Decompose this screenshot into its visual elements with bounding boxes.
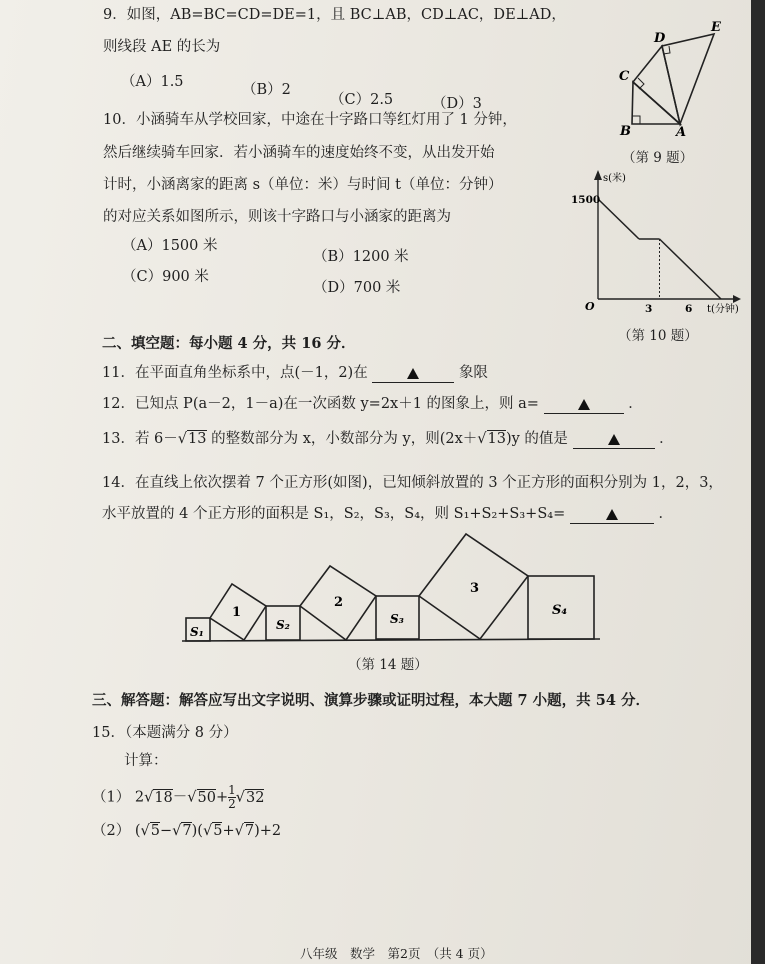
q11-text: 11．在平面直角坐标系中，点(－1，2)在 — [102, 365, 368, 381]
label-s3: S₃ — [390, 612, 404, 626]
section3-heading: 三、解答题：解答应写出文字说明、演算步骤或证明过程，本大题 7 小题，共 54 分． — [92, 692, 650, 709]
label-s1: S₁ — [190, 625, 204, 639]
q10-option-c: （C）900 米 — [122, 269, 209, 285]
fraction-denominator: 2 — [228, 797, 236, 811]
q15-p2-sqrt4: 7 — [244, 823, 255, 839]
q9-option-d: （D）3 — [432, 96, 482, 112]
q14-line1: 14．在直线上依次摆着 7 个正方形(如图)，已知倾斜放置的 3 个正方形的面积分别为 1，2，3， — [102, 475, 723, 491]
q10-chart — [565, 168, 750, 318]
q13-text-1: 13．若 6－ — [102, 431, 178, 447]
q9-label-a: A — [676, 125, 687, 140]
section2-heading: 二、填空题：每小题 4 分，共 16 分． — [102, 335, 356, 352]
page-footer: 八年级 数学 第2页 （共 4 页） — [300, 946, 493, 961]
q15-p2-sqrt2: 7 — [182, 823, 192, 839]
q10-option-d: （D）700 米 — [313, 280, 401, 296]
q15-p1-fraction — [228, 784, 236, 811]
q15-p2-sqrt1: 5 — [150, 823, 160, 839]
x-tick-label-3: 3 — [645, 303, 653, 315]
series-segment-3 — [660, 239, 722, 299]
q13-sqrt-1: 13 — [188, 431, 207, 447]
q14-figure — [180, 528, 610, 646]
series-segment-1 — [598, 199, 639, 239]
q14-figure-caption: （第 14 题） — [348, 657, 428, 673]
q15-p1-label: （1） — [92, 789, 131, 806]
q15-p1-sqrt3: 32 — [246, 789, 265, 806]
q10-line1: 10．小涵骑车从学校回家，中途在十字路口等红灯用了 1 分钟， — [103, 112, 517, 128]
x-axis-label: t(分钟) — [707, 304, 739, 315]
q10-option-b: （B）1200 米 — [313, 249, 409, 265]
q9-text-line2: 则线段 AE 的长为 — [103, 39, 221, 55]
q14-text: 水平放置的 4 个正方形的面积是 S₁，S₂，S₃，S₄，则 S₁+S₂+S₃+S₄= — [102, 506, 566, 522]
x-axis-arrow-icon — [733, 295, 741, 303]
triangle-icon — [606, 509, 618, 520]
triangle-icon — [608, 434, 620, 445]
q12-text-after: ． — [628, 396, 643, 412]
q13: 13．若 6－√13 的整数部分为 x，小数部分为 y，则(2x＋√13)y 的值是 ． — [102, 431, 674, 447]
q10-line2: 然后继续骑车回家．若小涵骑车的速度始终不变，从出发开始 — [103, 145, 495, 161]
q15-p1-coef: 2 — [134, 789, 145, 806]
q11-text-after: 象限 — [458, 365, 488, 381]
q15-p2-plus: + — [222, 823, 235, 839]
q15-intro: 计算： — [124, 753, 168, 769]
q9-label-e: E — [711, 20, 721, 35]
q15-p2-tail: )+2 — [254, 823, 282, 839]
q9-figure — [612, 18, 732, 143]
q13-text-2: 的整数部分为 x，小数部分为 y，则(2x＋ — [211, 431, 478, 447]
y-axis-arrow-icon — [594, 170, 602, 180]
q13-sqrt-2: 13 — [487, 431, 506, 447]
label-1: 1 — [232, 605, 242, 620]
q14-answer-blank[interactable] — [570, 505, 654, 524]
q15-title: 15．（本题满分 8 分） — [92, 725, 238, 741]
q15-p1-minus: － — [172, 789, 188, 806]
dark-edge — [751, 0, 765, 964]
q13-answer-blank[interactable] — [573, 430, 655, 449]
q9-option-b: （B）2 — [242, 82, 291, 98]
q11-answer-blank[interactable] — [372, 364, 454, 383]
q15-part2: （2） (√5−√7)(√5+√7)+2 — [92, 823, 282, 839]
q10-line3: 计时，小涵离家的距离 s（单位：米）与时间 t（单位：分钟） — [103, 177, 503, 193]
fraction-numerator: 1 — [228, 783, 236, 797]
origin-label: O — [585, 300, 595, 313]
q15-p2-paren: ( — [134, 823, 141, 839]
label-2: 2 — [334, 595, 344, 610]
q10-figure-caption: （第 10 题） — [618, 328, 698, 344]
q15-p1-plus: + — [215, 789, 229, 806]
q15-p2-label: （2） — [92, 823, 131, 839]
q9-label-d: D — [654, 31, 666, 46]
q13-text-3: )y 的值是 — [505, 431, 568, 447]
label-s4: S₄ — [552, 603, 568, 618]
y-axis-label: s(米) — [603, 173, 626, 184]
label-3: 3 — [470, 581, 480, 596]
q11 — [102, 364, 488, 383]
q9-text-line1: 9．如图，AB=BC=CD=DE=1，且 BC⊥AB，CD⊥AC，DE⊥AD， — [103, 7, 566, 23]
q15-p2-sqrt3: 5 — [213, 823, 223, 839]
q14-line2 — [102, 505, 673, 524]
q15-p1-sqrt2: 50 — [197, 789, 216, 806]
q15-p2-paren2: )( — [191, 823, 203, 839]
y-tick-label: 1500 — [571, 194, 601, 206]
q15-part1: （1） 2√18－√50+ $\frac{1}{2}$ √32 — [92, 783, 265, 811]
q10-line4: 的对应关系如图所示，则该十字路口与小涵家的距离为 — [103, 209, 451, 225]
label-s2: S₂ — [276, 618, 290, 632]
q13-text-after: ． — [659, 431, 674, 447]
q12 — [102, 395, 643, 414]
q10-option-a: （A）1500 米 — [122, 238, 218, 254]
q12-text: 12．已知点 P(a－2，1－a)在一次函数 y=2x＋1 的图象上，则 a= — [102, 396, 539, 412]
q15-p1-sqrt1: 18 — [154, 789, 173, 806]
q9-option-c: （C）2.5 — [330, 92, 394, 108]
q14-text-after: ． — [658, 506, 673, 522]
triangle-icon — [407, 368, 419, 379]
q9-label-b: B — [620, 124, 631, 139]
q12-answer-blank[interactable] — [544, 395, 624, 414]
q9-option-a: （A）1.5 — [121, 74, 184, 90]
q9-label-c: C — [619, 69, 630, 84]
triangle-icon — [578, 399, 590, 410]
q9-figure-caption: （第 9 题） — [622, 150, 694, 166]
q15-p2-minus: − — [160, 823, 173, 839]
x-tick-label-6: 6 — [685, 303, 693, 315]
